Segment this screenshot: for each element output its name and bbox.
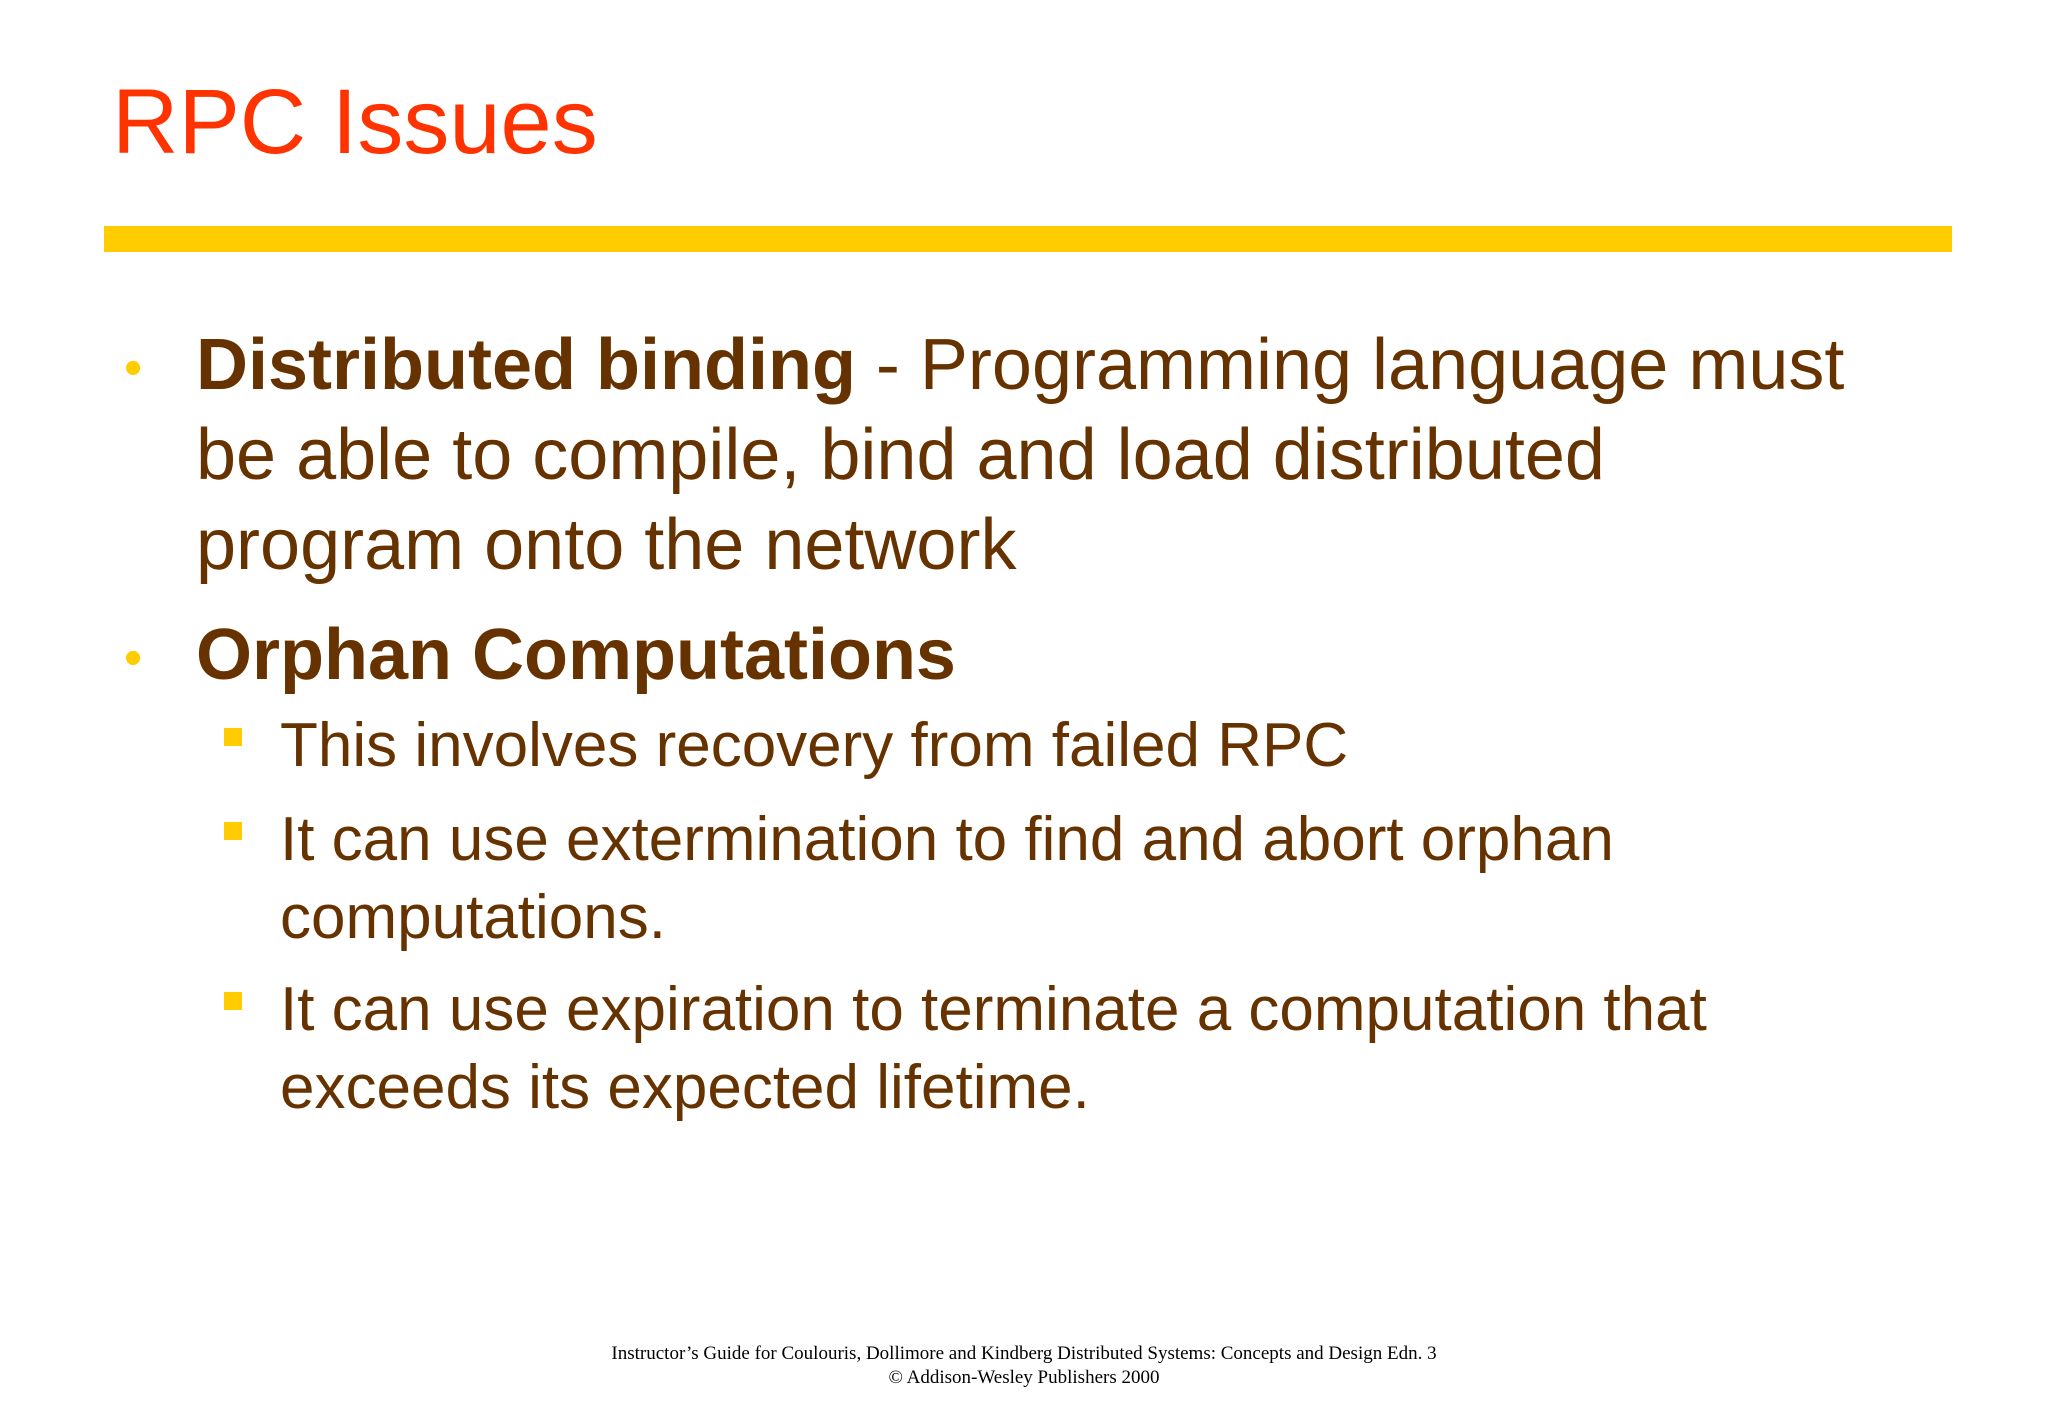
bullet-distributed-binding xyxy=(196,320,1844,590)
bullet-text: - Programming language must xyxy=(855,325,1845,405)
bullet-heading: Orphan Computations xyxy=(196,615,956,695)
sub-bullet-recovery xyxy=(280,707,1348,785)
bullet-dot-icon: • xyxy=(124,339,143,397)
sub-bullet-line: computations. xyxy=(280,883,666,952)
title-divider xyxy=(104,226,1952,252)
bullet-line: be able to compile, bind and load distributed xyxy=(196,415,1605,495)
bullet-orphan-computations xyxy=(196,610,956,700)
bullet-heading: Distributed binding xyxy=(196,325,856,405)
sub-bullet-expiration xyxy=(280,971,1707,1127)
sub-bullet-line: exceeds its expected lifetime. xyxy=(280,1053,1090,1122)
square-bullet-icon xyxy=(224,992,242,1010)
footer-copyright: © Addison-Wesley Publishers 2000 xyxy=(888,1367,1160,1388)
sub-bullet-line: This involves recovery from failed RPC xyxy=(280,711,1349,780)
bullet-line xyxy=(196,320,1844,410)
slide-footer xyxy=(0,1342,2048,1390)
footer-citation: Instructor’s Guide for Coulouris, Dollimore and Kindberg Distributed Systems: Concepts and Design Edn. 3 xyxy=(611,1343,1437,1364)
square-bullet-icon xyxy=(224,728,242,746)
slide-title: RPC Issues xyxy=(112,71,598,173)
sub-bullet-line: It can use expiration to terminate a computation that xyxy=(280,975,1707,1044)
square-bullet-icon xyxy=(224,822,242,840)
sub-bullet-extermination xyxy=(280,801,1614,957)
sub-bullet-line: It can use extermination to find and abort orphan xyxy=(280,805,1614,874)
bullet-line: program onto the network xyxy=(196,505,1017,585)
bullet-dot-icon: • xyxy=(124,629,143,687)
